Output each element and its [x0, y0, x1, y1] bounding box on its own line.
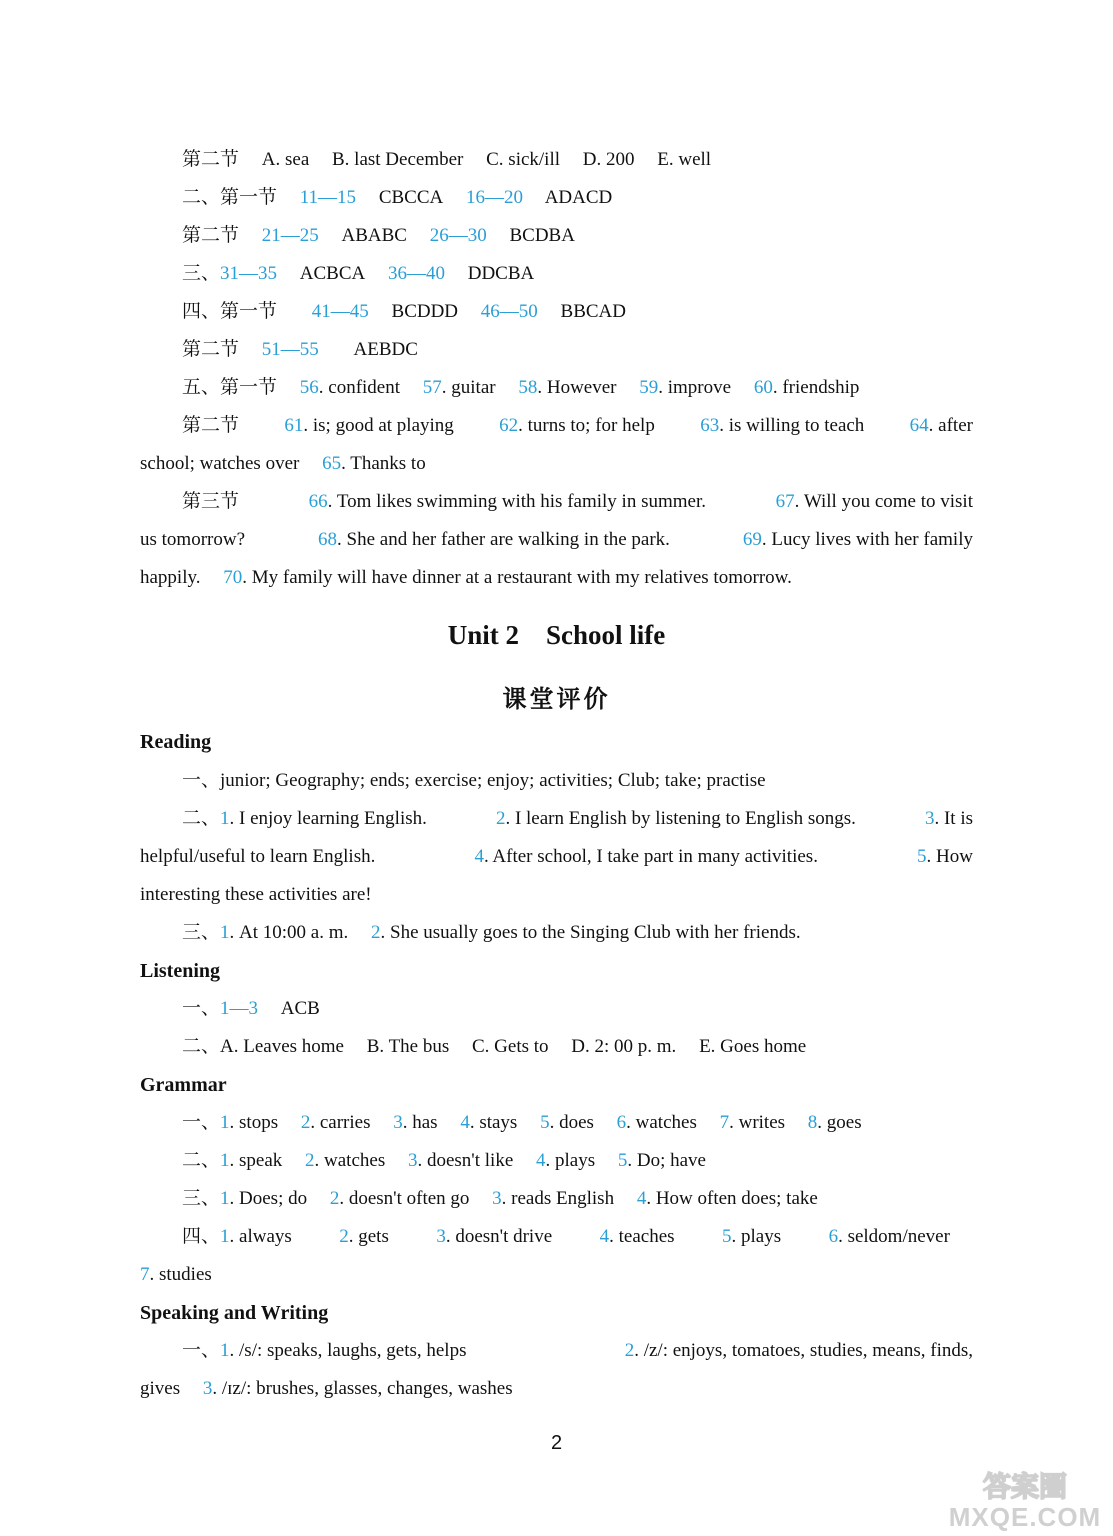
answer-text: helpful/useful to learn English. [140, 846, 376, 867]
question-range: 41—45 [311, 301, 369, 322]
question-range: 36—40 [387, 263, 445, 284]
answer-text: A. sea [261, 149, 310, 170]
answer-text: . carries [310, 1112, 371, 1133]
answer-line [182, 262, 534, 286]
answer-text: ACB [280, 998, 320, 1019]
answer-text: . watches [626, 1112, 697, 1133]
question-range: 1—3 [220, 998, 259, 1019]
watermark-logo-text: 答案圈 [982, 1470, 1068, 1502]
question-number: 2 [329, 1188, 340, 1209]
section-label: 二、 [182, 1150, 221, 1171]
question-number: 6 [616, 1112, 627, 1133]
answer-text: . doesn't often go [339, 1188, 470, 1209]
question-number: 59 [639, 377, 659, 398]
question-number: 61 [284, 415, 304, 436]
answer-line [140, 883, 372, 907]
question-number: 3 [202, 1378, 213, 1399]
section-label: 二、 [182, 808, 221, 829]
answer-text: . doesn't drive [445, 1226, 553, 1247]
question-range: 26—30 [429, 225, 487, 246]
answer-text: . Will you come to visit [794, 491, 973, 512]
answer-line [140, 452, 426, 476]
question-number: 1 [220, 1150, 230, 1171]
answer-text: . stops [229, 1112, 279, 1133]
question-number: 64 [909, 415, 929, 436]
answer-text: BCDBA [509, 225, 575, 246]
section-label: 三、 [182, 922, 221, 943]
answer-line [182, 1149, 706, 1173]
answer-line [140, 1263, 212, 1287]
answer-line [182, 921, 801, 945]
answer-text: . studies [149, 1264, 212, 1285]
section-label: 四、第一节 [182, 301, 278, 322]
question-number: 5 [540, 1112, 550, 1133]
answer-text: . watches [314, 1150, 386, 1171]
answer-text: 一、junior; Geography; ends; exercise; enjoy; activities; Club; take; practise [182, 770, 766, 791]
answer-text: . turns to; for help [518, 415, 655, 436]
answer-line [140, 1377, 513, 1401]
answer-text: . Tom likes swimming with his family in summer. [327, 491, 706, 512]
answer-text: . plays [545, 1150, 596, 1171]
answer-line [182, 1339, 973, 1363]
question-number: 7 [140, 1264, 150, 1285]
answer-text: ADACD [544, 187, 613, 208]
answer-text: . guitar [441, 377, 496, 398]
answer-text: BBCAD [560, 301, 626, 322]
question-number: 4 [636, 1188, 647, 1209]
answer-text: . improve [658, 377, 732, 398]
answer-text: B. The bus [366, 1036, 450, 1057]
answer-text: CBCCA [378, 187, 444, 208]
answer-text: us tomorrow? [140, 529, 246, 550]
question-number: 70 [223, 567, 243, 588]
answer-text: . At 10:00 a. m. [229, 922, 349, 943]
answer-text: . speak [229, 1150, 283, 1171]
answer-line [182, 1187, 818, 1211]
question-number: 3 [436, 1226, 446, 1247]
answer-text: . has [402, 1112, 438, 1133]
answer-text: . seldom/never [838, 1226, 950, 1247]
answer-text: . plays [731, 1226, 782, 1247]
answer-text: . Thanks to [341, 453, 426, 474]
answer-text: . She usually goes to the Singing Club with her friends. [380, 922, 801, 943]
answer-text: . /z/: enjoys, tomatoes, studies, means, finds, [634, 1340, 973, 1361]
answer-text: AEBDC [353, 339, 418, 360]
answer-text: . My family will have dinner at a restaurant with my relatives tomorrow. [242, 567, 792, 588]
question-number: 4 [536, 1150, 546, 1171]
answer-text: D. 2: 00 p. m. [571, 1036, 677, 1057]
question-number: 4 [599, 1226, 610, 1247]
answer-text: . writes [729, 1112, 786, 1133]
answer-line [182, 1111, 862, 1135]
answer-text: happily. [140, 567, 201, 588]
answer-text: D. 200 [582, 149, 635, 170]
question-number: 2 [300, 1112, 311, 1133]
answer-text: ACBCA [299, 263, 366, 284]
answer-text: . After school, I take part in many activities. [483, 846, 818, 867]
question-number: 1 [220, 1226, 230, 1247]
section-label: 一、 [182, 1340, 221, 1361]
answer-line [182, 376, 859, 400]
question-number: 4 [474, 846, 484, 867]
answer-text: . I enjoy learning English. [229, 808, 427, 829]
answer-text: . How [926, 846, 973, 867]
question-number: 58 [518, 377, 538, 398]
answer-text: . How often does; take [646, 1188, 818, 1209]
question-number: 2 [339, 1226, 349, 1247]
question-number: 65 [322, 453, 342, 474]
answer-text: . It is [934, 808, 973, 829]
question-number: 3 [492, 1188, 502, 1209]
question-number: 5 [917, 846, 927, 867]
answer-line [182, 490, 973, 514]
answer-text: BCDDD [391, 301, 459, 322]
question-number: 62 [499, 415, 519, 436]
answer-text: . She and her father are walking in the park. [337, 529, 670, 550]
question-number: 1 [220, 1340, 230, 1361]
question-number: 1 [220, 922, 230, 943]
question-number: 5 [722, 1226, 732, 1247]
answer-text: E. Goes home [699, 1036, 807, 1057]
answer-text: C. sick/ill [486, 149, 561, 170]
answer-text: interesting these activities are! [140, 884, 372, 905]
question-number: 3 [924, 808, 935, 829]
question-range: 11—15 [299, 187, 357, 208]
answer-text: E. well [657, 149, 712, 170]
section-label: 第二节 [182, 415, 240, 436]
section-label: 第三节 [182, 491, 240, 512]
answer-text: 二、A. Leaves home [182, 1036, 344, 1057]
question-range: 46—50 [480, 301, 538, 322]
question-number: 6 [828, 1226, 839, 1247]
answer-line [182, 1225, 950, 1249]
answer-text: . Lucy lives with her family [761, 529, 973, 550]
answer-text: DDCBA [467, 263, 535, 284]
answer-line [182, 224, 575, 248]
question-number: 68 [318, 529, 338, 550]
section-label: 第二节 [182, 225, 240, 246]
answer-text: . always [229, 1226, 292, 1247]
listening-heading: Listening [140, 960, 221, 982]
answer-text: . However [537, 377, 617, 398]
answer-line [182, 300, 626, 324]
section-label: 五、第一节 [182, 377, 278, 398]
answer-text: . friendship [772, 377, 860, 398]
reading-heading: Reading [140, 731, 212, 753]
question-range: 51—55 [261, 339, 319, 360]
answer-text: . Does; do [229, 1188, 308, 1209]
section-label: 第二节 [182, 149, 240, 170]
answer-line [182, 769, 766, 793]
answer-text: . is; good at playing [303, 415, 454, 436]
grammar-heading: Grammar [140, 1074, 227, 1096]
answer-text: gives [140, 1378, 181, 1399]
answer-line [140, 528, 973, 552]
answer-text: . does [549, 1112, 594, 1133]
question-number: 69 [742, 529, 762, 550]
answer-line [182, 186, 612, 210]
question-number: 60 [753, 377, 773, 398]
answer-text: . after [928, 415, 973, 436]
answer-text: . stays [469, 1112, 518, 1133]
question-number: 2 [495, 808, 506, 829]
answer-text: B. last December [332, 149, 464, 170]
watermark [942, 1468, 1108, 1532]
question-number: 3 [407, 1150, 418, 1171]
answer-line [140, 845, 973, 869]
question-number: 1 [220, 1188, 230, 1209]
question-number: 56 [299, 377, 319, 398]
question-number: 2 [305, 1150, 315, 1171]
section-label: 二、第一节 [182, 187, 278, 208]
question-number: 3 [393, 1112, 403, 1133]
question-number: 5 [617, 1150, 628, 1171]
question-number: 8 [807, 1112, 818, 1133]
answer-text: . is willing to teach [719, 415, 865, 436]
answer-text: . reads English [501, 1188, 615, 1209]
question-number: 4 [460, 1112, 470, 1133]
answer-line [140, 566, 792, 590]
answer-text: ABABC [341, 225, 407, 246]
question-number: 2 [624, 1340, 635, 1361]
question-number: 1 [220, 1112, 230, 1133]
question-number: 66 [308, 491, 328, 512]
answer-line [182, 997, 320, 1021]
section-label: 一、 [182, 1112, 221, 1133]
question-number: 57 [422, 377, 442, 398]
answer-text: . teaches [609, 1226, 675, 1247]
section-label: 三、 [182, 1188, 221, 1209]
answer-text: C. Gets to [472, 1036, 549, 1057]
question-number: 63 [700, 415, 720, 436]
answer-text: . Do; have [627, 1150, 706, 1171]
question-number: 2 [371, 922, 381, 943]
section-label: 三、 [182, 263, 221, 284]
answer-line [182, 807, 973, 831]
answer-line [182, 148, 711, 172]
section-title: 课堂评价 [502, 685, 611, 713]
answer-line [182, 338, 418, 362]
answer-line [182, 1035, 806, 1059]
section-label: 第二节 [182, 339, 240, 360]
question-range: 21—25 [261, 225, 319, 246]
section-label: 一、 [182, 998, 221, 1019]
answer-text: . I learn English by listening to English songs. [505, 808, 856, 829]
watermark-logo [948, 1468, 1102, 1502]
answer-text: . confident [318, 377, 401, 398]
question-range: 16—20 [465, 187, 523, 208]
section-label: 四、 [182, 1226, 221, 1247]
answer-text: . gets [348, 1226, 389, 1247]
answer-text: . goes [817, 1112, 862, 1133]
page-number: 2 [550, 1432, 563, 1454]
answer-text: school; watches over [140, 453, 300, 474]
unit-title: Unit 2 School life [447, 620, 666, 650]
answer-text: . doesn't like [417, 1150, 514, 1171]
question-number: 67 [775, 491, 795, 512]
question-range: 31—35 [220, 263, 278, 284]
answer-text: . /ɪz/: brushes, glasses, changes, washes [212, 1378, 513, 1399]
speaking-heading: Speaking and Writing [140, 1302, 329, 1324]
watermark-text: MXQE.COM [948, 1502, 1102, 1532]
answer-line [182, 414, 973, 438]
question-number: 7 [719, 1112, 730, 1133]
answer-text: . /s/: speaks, laughs, gets, helps [229, 1340, 467, 1361]
question-number: 1 [220, 808, 230, 829]
